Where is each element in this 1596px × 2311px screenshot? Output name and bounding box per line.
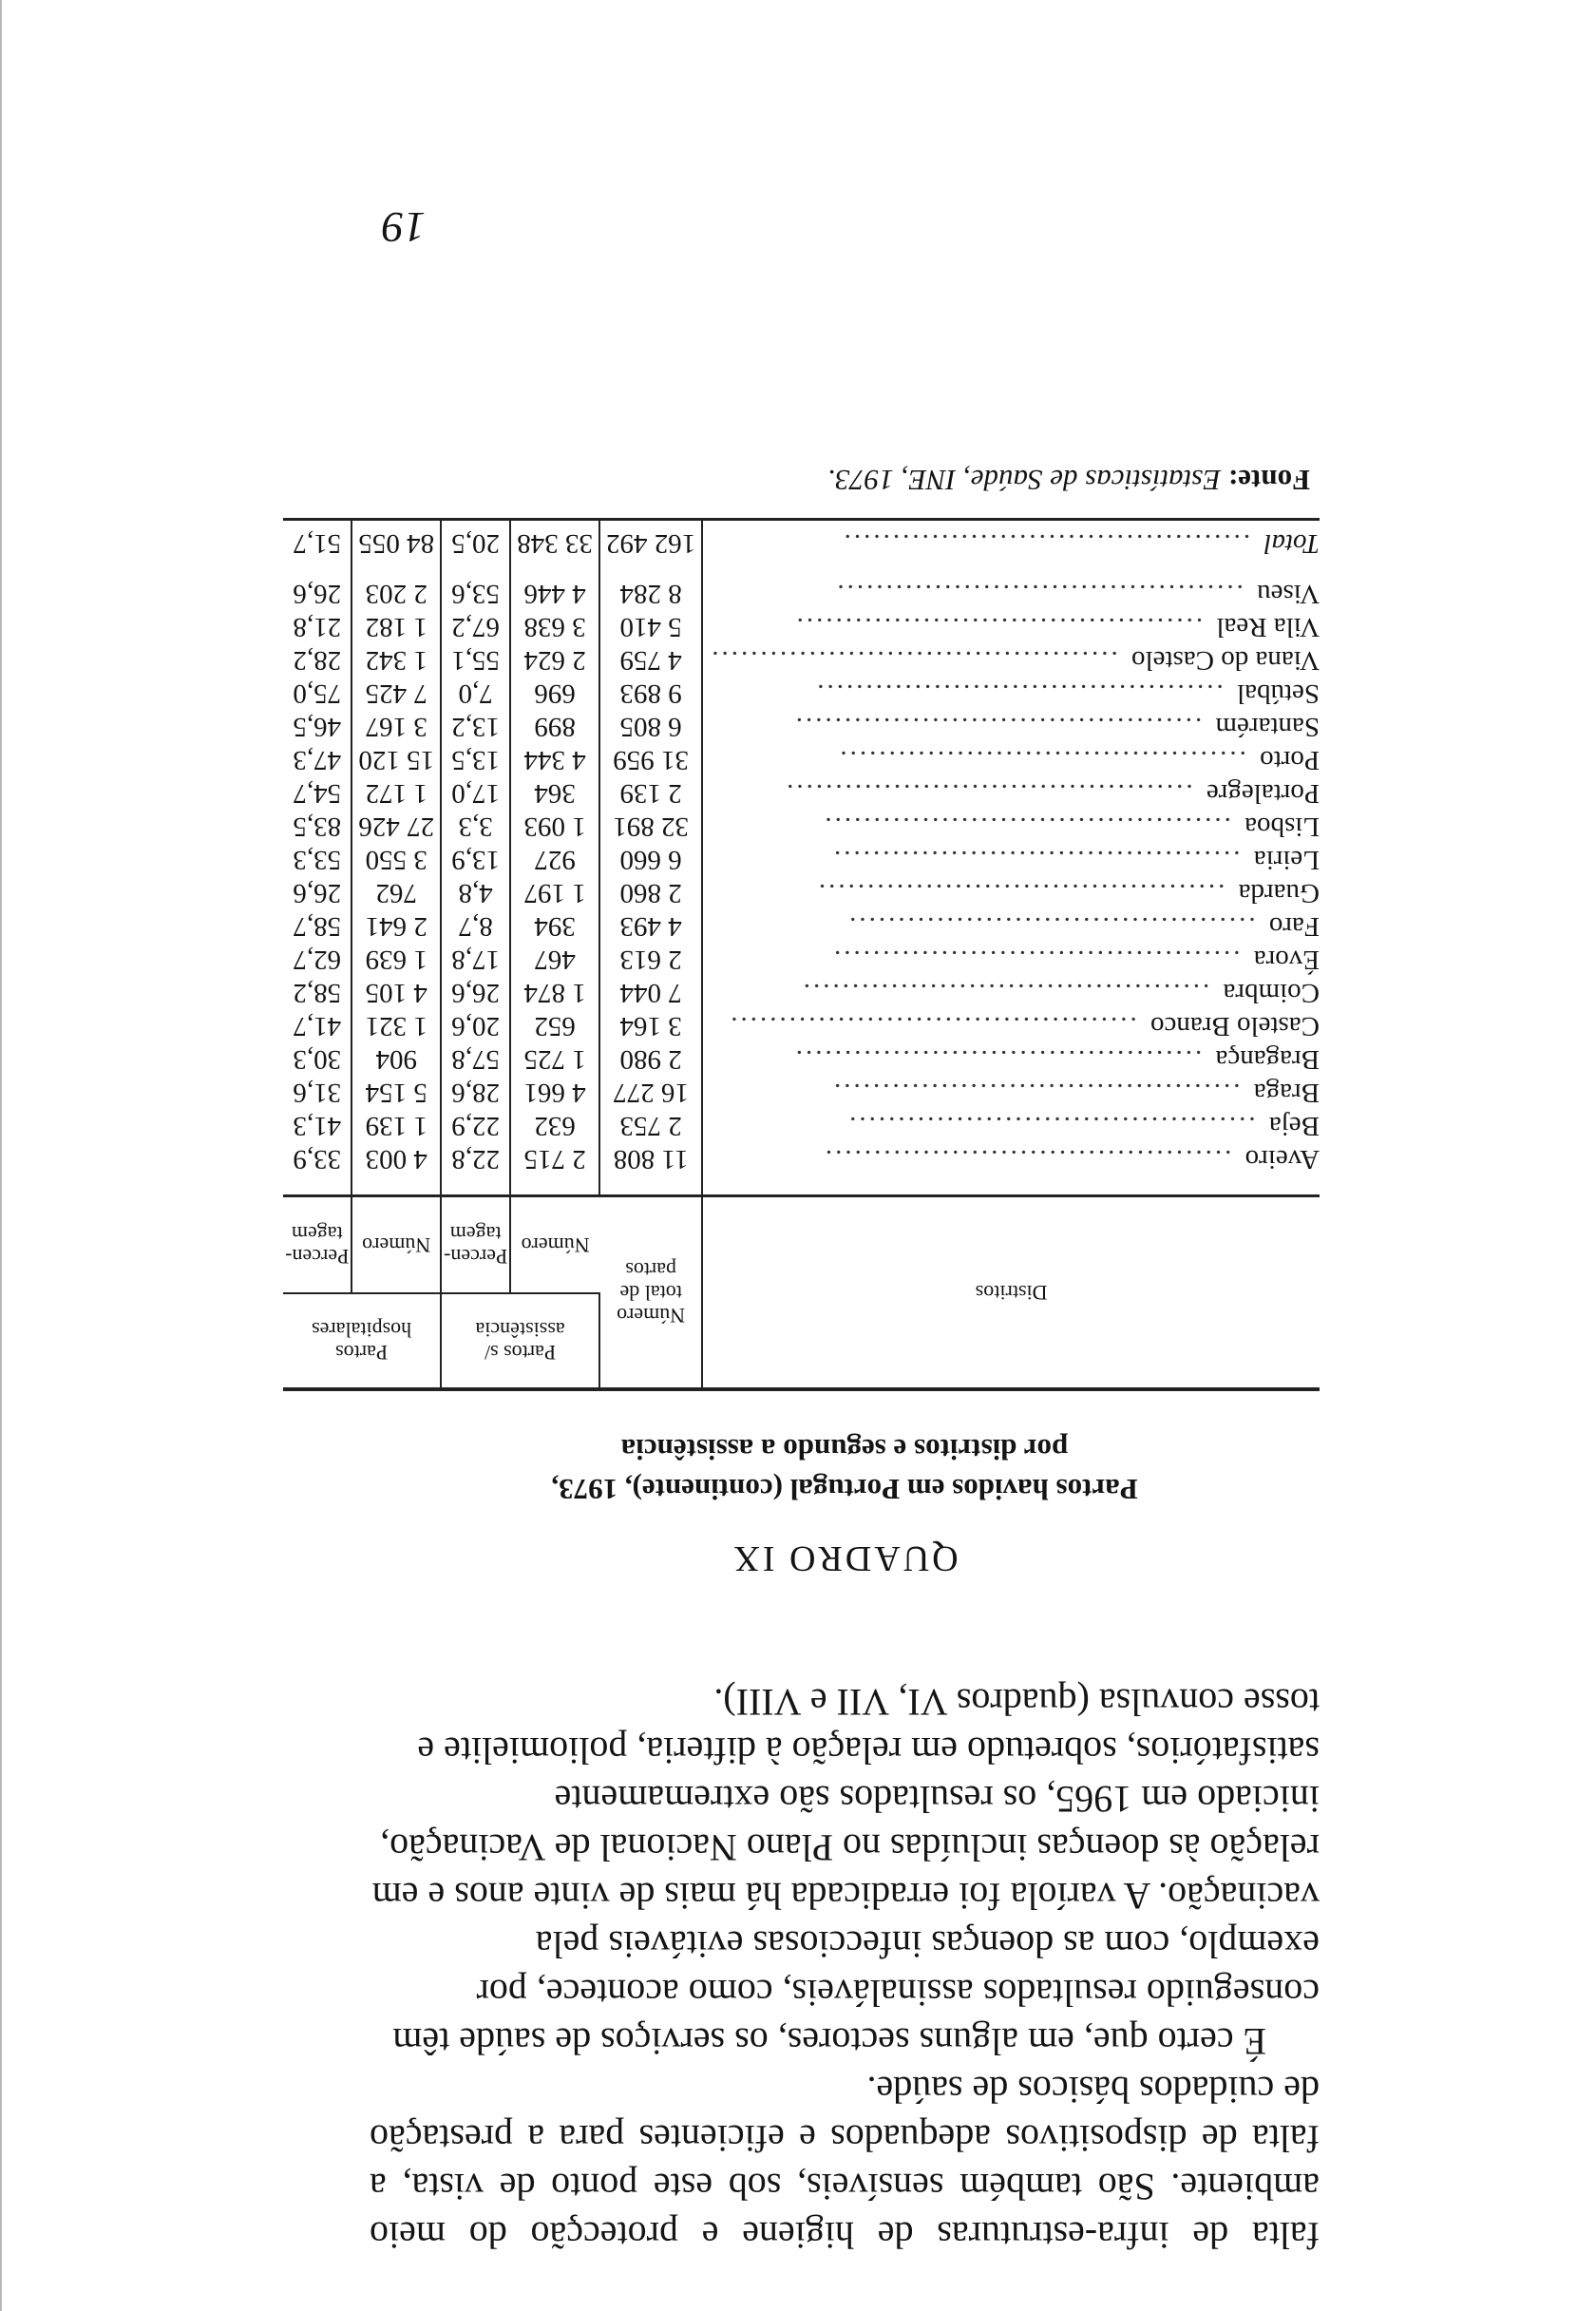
body-paragraph-2: É certo que, em alguns sectores, os serviços de saúde têm conseguido resultados assinaláveis, como acontece, por exemplo, com as doenças infecciosas evitáveis pela vacinação. A varíola foi erradicada há mais de vinte anos e em relação às doenças incluídas no Plano Nacional de Vacinação, iniciado em 1965, os resultados são extremamente satisfatórios, sobretudo em relação à difteria, poliomielite e tosse convulsa (quadros VI, VII e VIII). bbox=[371, 1681, 1320, 2063]
cell-total: 2 139 bbox=[599, 776, 702, 810]
cell-h-percentagem: 46,5 bbox=[283, 710, 352, 743]
leader-dots: .......................................... bbox=[831, 945, 1250, 975]
cell-h-numero: 1 639 bbox=[352, 943, 441, 976]
cell-sa-percentagem: 13,9 bbox=[441, 843, 510, 876]
cell-sa-numero: 4 446 bbox=[510, 577, 599, 610]
cell-district bbox=[702, 520, 1320, 568]
district-name: Évora bbox=[1250, 945, 1320, 975]
cell-sa-numero: 1 093 bbox=[510, 810, 599, 843]
cell-h-numero: 904 bbox=[352, 1042, 441, 1076]
cell-district bbox=[702, 1042, 1320, 1076]
district-name: Santarém bbox=[1211, 712, 1320, 742]
source-text: Estatísticas de Saúde, INE, 1973. bbox=[827, 464, 1222, 497]
cell-sa-numero: 4 344 bbox=[510, 743, 599, 776]
cell-h-numero: 15 120 bbox=[352, 743, 441, 776]
district-name: Aveiro bbox=[1242, 1144, 1320, 1175]
table-row bbox=[283, 776, 1320, 810]
cell-sa-numero: 467 bbox=[510, 943, 599, 976]
leader-dots: .......................................... bbox=[837, 745, 1257, 775]
cell-sa-percentagem: 7,0 bbox=[441, 677, 510, 710]
cell-h-numero: 27 426 bbox=[352, 810, 441, 843]
table-row bbox=[283, 677, 1320, 710]
cell-district bbox=[702, 710, 1320, 743]
table-heading bbox=[370, 1429, 1320, 1509]
cell-sa-numero: 1 725 bbox=[510, 1042, 599, 1076]
table-row bbox=[283, 810, 1320, 843]
district-name: Bragança bbox=[1212, 1044, 1320, 1075]
cell-total: 2 860 bbox=[599, 876, 702, 909]
leader-dots: .......................................... bbox=[831, 845, 1250, 875]
cell-sa-percentagem: 3,3 bbox=[441, 810, 510, 843]
cell-h-numero: 1 139 bbox=[352, 1109, 441, 1142]
header-sa-percentagem: Percen- tagem bbox=[441, 1196, 510, 1294]
cell-h-percentagem: 28,2 bbox=[283, 643, 352, 677]
cell-h-numero: 1 321 bbox=[352, 1009, 441, 1042]
spacer-cell bbox=[599, 567, 702, 577]
header-sa-numero: Número bbox=[521, 1233, 590, 1257]
cell-h-numero: 2 203 bbox=[352, 577, 441, 610]
cell-total: 7 044 bbox=[599, 976, 702, 1009]
births-table bbox=[283, 518, 1320, 1391]
leader-dots: .......................................... bbox=[728, 1011, 1148, 1041]
table-row bbox=[283, 1042, 1320, 1076]
header-numero-total: Número total de partos bbox=[599, 1196, 702, 1390]
district-name: Castelo Branco bbox=[1147, 1011, 1320, 1041]
cell-district bbox=[702, 1109, 1320, 1142]
cell-total: 31 959 bbox=[599, 743, 702, 776]
leader-dots: .......................................... bbox=[815, 878, 1235, 908]
leader-dots: .......................................... bbox=[846, 911, 1265, 942]
cell-h-percentagem: 47,3 bbox=[283, 743, 352, 776]
cell-district bbox=[702, 876, 1320, 909]
cell-h-percentagem: 58,2 bbox=[283, 976, 352, 1009]
district-name: Leiria bbox=[1250, 845, 1320, 875]
cell-sa-numero: 927 bbox=[510, 843, 599, 876]
cell-district bbox=[702, 1009, 1320, 1042]
table-spacer-row bbox=[283, 567, 1320, 577]
district-name: Viana do Castelo bbox=[1128, 645, 1320, 676]
cell-sa-numero: 2 715 bbox=[510, 1142, 599, 1196]
header-sem-assistencia: Partos s/ assistência bbox=[441, 1293, 599, 1389]
cell-total: 6 660 bbox=[599, 843, 702, 876]
cell-sa-numero: 1 197 bbox=[510, 876, 599, 909]
cell-h-percentagem: 54,7 bbox=[283, 776, 352, 810]
cell-h-numero: 1 342 bbox=[352, 643, 441, 677]
cell-h-percentagem: 62,7 bbox=[283, 943, 352, 976]
cell-h-numero: 762 bbox=[352, 876, 441, 909]
cell-sa-numero: 3 638 bbox=[510, 610, 599, 643]
cell-sa-percentagem: 13,2 bbox=[441, 710, 510, 743]
cell-h-numero: 3 550 bbox=[352, 843, 441, 876]
cell-district bbox=[702, 743, 1320, 776]
table-row bbox=[283, 876, 1320, 909]
cell-sa-percentagem: 4,8 bbox=[441, 876, 510, 909]
cell-h-numero: 1 172 bbox=[352, 776, 441, 810]
cell-total: 16 277 bbox=[599, 1076, 702, 1109]
cell-total: 2 613 bbox=[599, 943, 702, 976]
leader-dots: .......................................... bbox=[846, 1111, 1265, 1141]
spacer-cell bbox=[352, 567, 441, 577]
leader-dots: .......................................... bbox=[792, 712, 1212, 742]
cell-total: 5 410 bbox=[599, 610, 702, 643]
table-total-row bbox=[283, 520, 1320, 568]
cell-sa-percentagem: 57,8 bbox=[441, 1042, 510, 1076]
table-title-line-2: por distritos e segundo a assistência bbox=[620, 1433, 1069, 1466]
cell-total: 162 492 bbox=[599, 520, 702, 568]
cell-sa-percentagem: 8,7 bbox=[441, 909, 510, 943]
table-row bbox=[283, 1076, 1320, 1109]
table-row bbox=[283, 1142, 1320, 1196]
cell-sa-numero: 364 bbox=[510, 776, 599, 810]
cell-total: 8 284 bbox=[599, 577, 702, 610]
cell-district bbox=[702, 976, 1320, 1009]
table-row bbox=[283, 1109, 1320, 1142]
cell-sa-numero: 652 bbox=[510, 1009, 599, 1042]
spacer-cell bbox=[702, 567, 1320, 577]
leader-dots: .......................................... bbox=[831, 1078, 1250, 1108]
table-row bbox=[283, 943, 1320, 976]
cell-total: 2 980 bbox=[599, 1042, 702, 1076]
cell-sa-numero: 632 bbox=[510, 1109, 599, 1142]
cell-sa-numero: 33 348 bbox=[510, 520, 599, 568]
header-hospitalares: Partos hospitalares bbox=[283, 1293, 441, 1389]
cell-h-percentagem: 51,7 bbox=[283, 520, 352, 568]
header-distritos: Distritos bbox=[702, 1196, 1320, 1390]
district-name: Total bbox=[1260, 528, 1320, 559]
table-body bbox=[283, 520, 1320, 1196]
district-name: Lisboa bbox=[1241, 812, 1320, 842]
cell-district bbox=[702, 943, 1320, 976]
cell-sa-numero: 1 874 bbox=[510, 976, 599, 1009]
quadro-label: QUADRO IX bbox=[731, 1538, 959, 1578]
district-name: Setúbal bbox=[1233, 678, 1320, 709]
table-row bbox=[283, 743, 1320, 776]
cell-total: 3 164 bbox=[599, 1009, 702, 1042]
table-row bbox=[283, 710, 1320, 743]
cell-district bbox=[702, 577, 1320, 610]
leader-dots: .......................................... bbox=[800, 978, 1220, 1008]
cell-h-percentagem: 41,7 bbox=[283, 1009, 352, 1042]
table-row bbox=[283, 577, 1320, 610]
cell-district bbox=[702, 610, 1320, 643]
district-name: Guarda bbox=[1235, 878, 1320, 908]
cell-sa-percentagem: 22,9 bbox=[441, 1109, 510, 1142]
cell-sa-percentagem: 28,6 bbox=[441, 1076, 510, 1109]
table-row bbox=[283, 643, 1320, 677]
cell-sa-numero: 394 bbox=[510, 909, 599, 943]
source-label: Fonte: bbox=[1227, 464, 1310, 497]
cell-district bbox=[702, 1076, 1320, 1109]
text-column bbox=[285, 463, 1320, 2260]
cell-total: 2 753 bbox=[599, 1109, 702, 1142]
cell-h-percentagem: 21,8 bbox=[283, 610, 352, 643]
table-title-line-1: Partos havidos em Portugal (continente), 1973, bbox=[551, 1473, 1138, 1506]
cell-h-numero: 1 182 bbox=[352, 610, 441, 643]
district-name: Beja bbox=[1265, 1111, 1320, 1141]
page-number: 19 bbox=[382, 203, 426, 252]
cell-sa-numero: 696 bbox=[510, 677, 599, 710]
cell-h-percentagem: 53,3 bbox=[283, 843, 352, 876]
district-name: Vila Real bbox=[1212, 612, 1320, 642]
body-paragraph-1: falta de infra-estruturas de higiene e protecção do meio ambiente. São também sensíveis, sob este ponto de vista, a falta de dispositivos adequados e eficientes para a prestação de cuidados básicos de saúde. bbox=[370, 2069, 1320, 2257]
cell-total: 4 759 bbox=[599, 643, 702, 677]
cell-h-percentagem: 26,6 bbox=[283, 876, 352, 909]
cell-h-numero: 3 167 bbox=[352, 710, 441, 743]
cell-sa-numero: 4 661 bbox=[510, 1076, 599, 1109]
cell-district bbox=[702, 677, 1320, 710]
cell-sa-percentagem: 17,8 bbox=[441, 943, 510, 976]
leader-dots: .......................................... bbox=[784, 778, 1203, 809]
cell-sa-percentagem: 13,5 bbox=[441, 743, 510, 776]
cell-total: 6 805 bbox=[599, 710, 702, 743]
district-name: Coimbra bbox=[1220, 978, 1320, 1008]
leader-dots: .......................................... bbox=[793, 612, 1213, 642]
leader-dots: .......................................... bbox=[841, 528, 1261, 559]
cell-h-numero: 2 641 bbox=[352, 909, 441, 943]
cell-h-percentagem: 30,3 bbox=[283, 1042, 352, 1076]
leader-dots: .......................................... bbox=[834, 579, 1254, 609]
cell-h-percentagem: 33,9 bbox=[283, 1142, 352, 1196]
cell-district bbox=[702, 810, 1320, 843]
header-h-percentagem: Percen- tagem bbox=[283, 1196, 352, 1294]
cell-sa-percentagem: 53,6 bbox=[441, 577, 510, 610]
cell-h-percentagem: 83,5 bbox=[283, 810, 352, 843]
leader-dots: .......................................... bbox=[709, 645, 1128, 676]
cell-sa-percentagem: 26,6 bbox=[441, 976, 510, 1009]
spacer-cell bbox=[283, 567, 352, 577]
cell-total: 32 891 bbox=[599, 810, 702, 843]
cell-sa-percentagem: 55,1 bbox=[441, 643, 510, 677]
cell-sa-percentagem: 67,2 bbox=[441, 610, 510, 643]
cell-h-numero: 7 425 bbox=[352, 677, 441, 710]
leader-dots: .......................................... bbox=[822, 812, 1242, 842]
table-row bbox=[283, 843, 1320, 876]
table-row bbox=[283, 909, 1320, 943]
table-row bbox=[283, 1009, 1320, 1042]
cell-district bbox=[702, 909, 1320, 943]
table-row bbox=[283, 976, 1320, 1009]
spacer-cell bbox=[441, 567, 510, 577]
table-source bbox=[370, 463, 1320, 497]
leader-dots: .......................................... bbox=[792, 1044, 1212, 1075]
cell-district bbox=[702, 643, 1320, 677]
district-name: Porto bbox=[1256, 745, 1320, 775]
cell-sa-numero: 899 bbox=[510, 710, 599, 743]
table-row bbox=[283, 610, 1320, 643]
district-name: Faro bbox=[1265, 911, 1320, 942]
cell-total: 4 493 bbox=[599, 909, 702, 943]
leader-dots: .......................................... bbox=[814, 678, 1233, 709]
cell-h-percentagem: 75,0 bbox=[283, 677, 352, 710]
district-name: Portalegre bbox=[1203, 778, 1320, 809]
cell-sa-numero: 2 624 bbox=[510, 643, 599, 677]
leader-dots: .......................................... bbox=[822, 1144, 1242, 1175]
cell-h-numero: 4 105 bbox=[352, 976, 441, 1009]
cell-h-percentagem: 26,6 bbox=[283, 577, 352, 610]
district-name: Viseu bbox=[1253, 579, 1320, 609]
cell-total: 9 893 bbox=[599, 677, 702, 710]
cell-h-percentagem: 41,3 bbox=[283, 1109, 352, 1142]
cell-h-numero: 5 154 bbox=[352, 1076, 441, 1109]
cell-district bbox=[702, 843, 1320, 876]
cell-h-numero: 84 055 bbox=[352, 520, 441, 568]
cell-h-percentagem: 58,7 bbox=[283, 909, 352, 943]
cell-h-numero: 4 003 bbox=[352, 1142, 441, 1196]
cell-sa-percentagem: 17,0 bbox=[441, 776, 510, 810]
spacer-cell bbox=[510, 567, 599, 577]
cell-total: 11 808 bbox=[599, 1142, 702, 1196]
cell-h-percentagem: 31,6 bbox=[283, 1076, 352, 1109]
cell-sa-percentagem: 20,6 bbox=[441, 1009, 510, 1042]
cell-sa-percentagem: 20,5 bbox=[441, 520, 510, 568]
district-name: Braga bbox=[1250, 1078, 1320, 1108]
header-h-numero: Número bbox=[352, 1196, 441, 1294]
cell-sa-percentagem: 22,8 bbox=[441, 1142, 510, 1196]
cell-district bbox=[702, 1142, 1320, 1196]
cell-district bbox=[702, 776, 1320, 810]
